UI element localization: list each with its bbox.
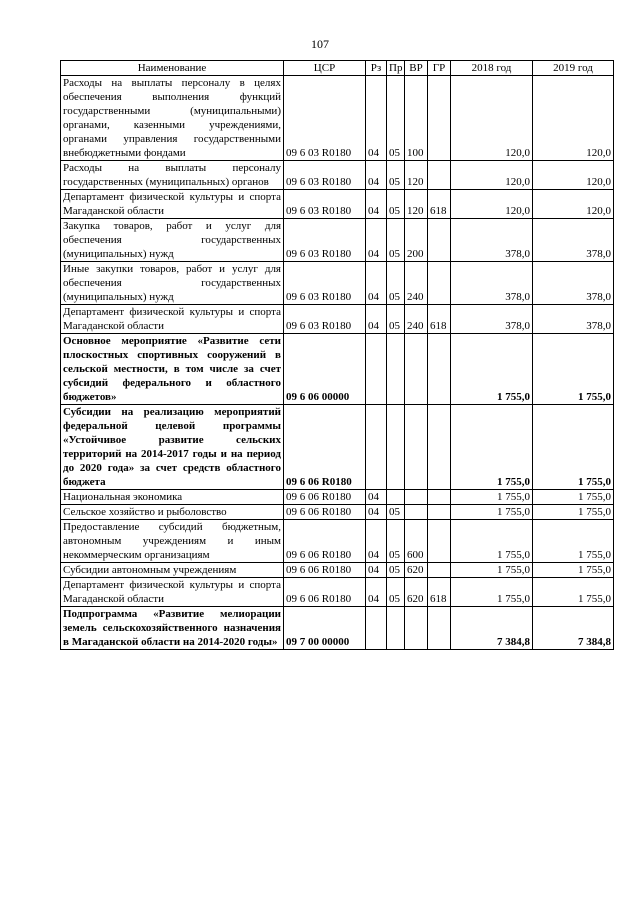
header-pr: Пр xyxy=(387,61,405,76)
row-rz-cell: 04 xyxy=(366,520,387,563)
row-gr-cell xyxy=(428,76,451,161)
table-row xyxy=(61,262,614,305)
row-name-cell: Департамент физической культуры и спорта Магаданской области xyxy=(61,305,284,334)
row-pr-cell: 05 xyxy=(387,76,405,161)
row-csr-cell: 09 6 06 R0180 xyxy=(284,490,366,505)
header-2018: 2018 год xyxy=(451,61,533,76)
table-row xyxy=(61,505,614,520)
row-pr-cell: 05 xyxy=(387,161,405,190)
row-2018-amount: 1 755,0 xyxy=(451,334,533,405)
row-csr-cell: 09 6 06 00000 xyxy=(284,334,366,405)
row-2018-amount: 1 755,0 xyxy=(451,490,533,505)
row-2018-amount: 378,0 xyxy=(451,262,533,305)
row-pr-cell: 05 xyxy=(387,305,405,334)
row-rz-cell: 04 xyxy=(366,305,387,334)
row-vr-cell xyxy=(405,334,428,405)
row-2018-amount: 1 755,0 xyxy=(451,578,533,607)
page-number: 107 xyxy=(311,37,329,51)
header-2019: 2019 год xyxy=(533,61,614,76)
row-csr-cell: 09 6 03 R0180 xyxy=(284,219,366,262)
row-pr-cell: 05 xyxy=(387,578,405,607)
row-2019-amount: 1 755,0 xyxy=(533,578,614,607)
row-vr-cell xyxy=(405,490,428,505)
table-row xyxy=(61,578,614,607)
row-rz-cell: 04 xyxy=(366,262,387,305)
row-2019-amount: 7 384,8 xyxy=(533,607,614,650)
row-name-cell: Иные закупки товаров, работ и услуг для обеспечения государственных (муниципальных) нужд xyxy=(61,262,284,305)
row-rz-cell: 04 xyxy=(366,76,387,161)
row-vr-cell: 100 xyxy=(405,76,428,161)
row-name-cell: Расходы на выплаты персоналу государственных (муниципальных) органов xyxy=(61,161,284,190)
table-row xyxy=(61,563,614,578)
row-name-cell: Предоставление субсидий бюджетным, автономным учреждениям и иным некоммерческим организациям xyxy=(61,520,284,563)
row-vr-cell: 120 xyxy=(405,190,428,219)
row-csr-cell: 09 7 00 00000 xyxy=(284,607,366,650)
row-2019-amount: 378,0 xyxy=(533,219,614,262)
row-2018-amount: 7 384,8 xyxy=(451,607,533,650)
row-gr-cell: 618 xyxy=(428,190,451,219)
row-2018-amount: 378,0 xyxy=(451,219,533,262)
row-csr-cell: 09 6 06 R0180 xyxy=(284,563,366,578)
row-csr-cell: 09 6 06 R0180 xyxy=(284,578,366,607)
row-rz-cell xyxy=(366,334,387,405)
row-2018-amount: 120,0 xyxy=(451,76,533,161)
row-pr-cell xyxy=(387,405,405,490)
row-csr-cell: 09 6 06 R0180 xyxy=(284,520,366,563)
row-gr-cell xyxy=(428,161,451,190)
row-pr-cell: 05 xyxy=(387,190,405,219)
header-rz: Рз xyxy=(366,61,387,76)
row-2018-amount: 120,0 xyxy=(451,190,533,219)
row-gr-cell xyxy=(428,607,451,650)
row-name-cell: Подпрограмма «Развитие мелиорации земель сельскохозяйственного назначения в Магаданской области на 2014-2020 годы» xyxy=(61,607,284,650)
row-pr-cell xyxy=(387,334,405,405)
row-csr-cell: 09 6 03 R0180 xyxy=(284,161,366,190)
table-row xyxy=(61,405,614,490)
row-pr-cell: 05 xyxy=(387,262,405,305)
row-2019-amount: 120,0 xyxy=(533,190,614,219)
header-csr: ЦСР xyxy=(284,61,366,76)
row-rz-cell: 04 xyxy=(366,219,387,262)
row-gr-cell xyxy=(428,262,451,305)
row-name-cell: Расходы на выплаты персоналу в целях обеспечения выполнения функций государственными (муниципальными) органами, казенными учреждениями, органами управления государственными внебюджетными фондами xyxy=(61,76,284,161)
row-gr-cell: 618 xyxy=(428,305,451,334)
row-csr-cell: 09 6 03 R0180 xyxy=(284,262,366,305)
row-2019-amount: 1 755,0 xyxy=(533,520,614,563)
row-rz-cell: 04 xyxy=(366,490,387,505)
row-2019-amount: 1 755,0 xyxy=(533,490,614,505)
table-row xyxy=(61,334,614,405)
header-vr: ВР xyxy=(405,61,428,76)
row-gr-cell xyxy=(428,219,451,262)
row-vr-cell xyxy=(405,405,428,490)
row-gr-cell xyxy=(428,505,451,520)
row-vr-cell: 240 xyxy=(405,305,428,334)
row-rz-cell: 04 xyxy=(366,190,387,219)
row-name-cell: Департамент физической культуры и спорта Магаданской области xyxy=(61,578,284,607)
row-pr-cell: 05 xyxy=(387,505,405,520)
table-row xyxy=(61,490,614,505)
row-vr-cell: 240 xyxy=(405,262,428,305)
row-gr-cell xyxy=(428,405,451,490)
row-csr-cell: 09 6 03 R0180 xyxy=(284,305,366,334)
row-gr-cell xyxy=(428,490,451,505)
row-pr-cell xyxy=(387,607,405,650)
row-rz-cell: 04 xyxy=(366,161,387,190)
row-name-cell: Основное мероприятие «Развитие сети плоскостных спортивных сооружений в сельской местности, в том числе за счет субсидий федерального и областного бюджетов» xyxy=(61,334,284,405)
row-vr-cell: 200 xyxy=(405,219,428,262)
table-row xyxy=(61,76,614,161)
row-2019-amount: 378,0 xyxy=(533,305,614,334)
row-2019-amount: 120,0 xyxy=(533,161,614,190)
row-2019-amount: 1 755,0 xyxy=(533,505,614,520)
row-2019-amount: 378,0 xyxy=(533,262,614,305)
table-header-row xyxy=(61,61,614,76)
row-gr-cell xyxy=(428,563,451,578)
row-gr-cell xyxy=(428,334,451,405)
row-2019-amount: 1 755,0 xyxy=(533,334,614,405)
row-2018-amount: 378,0 xyxy=(451,305,533,334)
row-rz-cell: 04 xyxy=(366,563,387,578)
table-body xyxy=(61,76,614,650)
row-2019-amount: 1 755,0 xyxy=(533,405,614,490)
row-csr-cell: 09 6 03 R0180 xyxy=(284,76,366,161)
row-vr-cell: 620 xyxy=(405,563,428,578)
row-vr-cell xyxy=(405,505,428,520)
row-2018-amount: 1 755,0 xyxy=(451,563,533,578)
row-pr-cell: 05 xyxy=(387,563,405,578)
row-csr-cell: 09 6 06 R0180 xyxy=(284,505,366,520)
row-pr-cell xyxy=(387,490,405,505)
row-2018-amount: 120,0 xyxy=(451,161,533,190)
header-gr: ГР xyxy=(428,61,451,76)
row-vr-cell: 600 xyxy=(405,520,428,563)
row-gr-cell xyxy=(428,520,451,563)
row-2018-amount: 1 755,0 xyxy=(451,520,533,563)
table-row xyxy=(61,520,614,563)
row-csr-cell: 09 6 03 R0180 xyxy=(284,190,366,219)
row-gr-cell: 618 xyxy=(428,578,451,607)
row-pr-cell: 05 xyxy=(387,520,405,563)
row-name-cell: Сельское хозяйство и рыболовство xyxy=(61,505,284,520)
row-2019-amount: 120,0 xyxy=(533,76,614,161)
row-rz-cell: 04 xyxy=(366,505,387,520)
row-name-cell: Департамент физической культуры и спорта Магаданской области xyxy=(61,190,284,219)
row-pr-cell: 05 xyxy=(387,219,405,262)
row-rz-cell: 04 xyxy=(366,578,387,607)
row-vr-cell: 120 xyxy=(405,161,428,190)
row-2018-amount: 1 755,0 xyxy=(451,405,533,490)
header-name: Наименование xyxy=(61,61,284,76)
row-2019-amount: 1 755,0 xyxy=(533,563,614,578)
table-row xyxy=(61,219,614,262)
row-name-cell: Субсидии автономным учреждениям xyxy=(61,563,284,578)
row-vr-cell xyxy=(405,607,428,650)
row-name-cell: Закупка товаров, работ и услуг для обеспечения государственных (муниципальных) нужд xyxy=(61,219,284,262)
row-rz-cell xyxy=(366,607,387,650)
row-rz-cell xyxy=(366,405,387,490)
table-row xyxy=(61,161,614,190)
row-name-cell: Субсидии на реализацию мероприятий федеральной целевой программы «Устойчивое развитие сельских территорий на 2014-2017 годы и на период до 2020 года» за счет средств областного бюджета xyxy=(61,405,284,490)
table-row xyxy=(61,305,614,334)
row-vr-cell: 620 xyxy=(405,578,428,607)
row-csr-cell: 09 6 06 R0180 xyxy=(284,405,366,490)
table-row xyxy=(61,607,614,650)
row-name-cell: Национальная экономика xyxy=(61,490,284,505)
row-2018-amount: 1 755,0 xyxy=(451,505,533,520)
table-row xyxy=(61,190,614,219)
budget-table xyxy=(60,60,614,650)
